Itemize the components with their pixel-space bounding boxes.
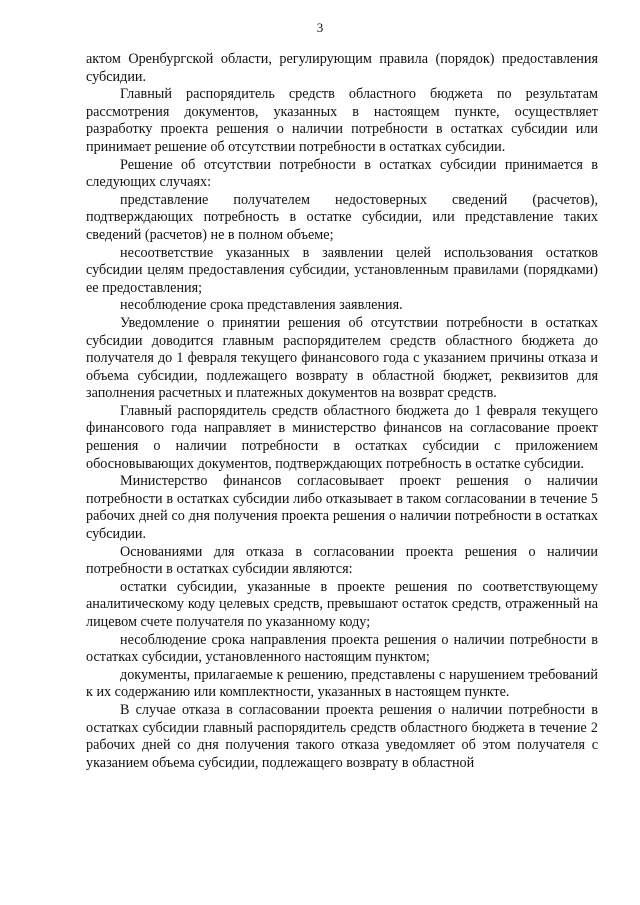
- paragraph: Решение об отсутствии потребности в остатках субсидии принимается в следующих случаях:: [86, 156, 598, 191]
- paragraph-continuation: актом Оренбургской области, регулирующим правила (порядок) предоставления субсидии.: [86, 51, 598, 85]
- paragraph: Основаниями для отказа в согласовании проекта решения о наличии потребности в остатках субсидии являются:: [86, 543, 598, 578]
- list-item: несоответствие указанных в заявлении целей использования остатков субсидии целям предоставления субсидии, установленным правилами (порядками) ее предоставления;: [86, 244, 598, 296]
- paragraph: Главный распорядитель средств областного бюджета по результатам рассмотрения документов, указанных в настоящем пункте, осуществляет разработку проекта решения о наличии потребности в остатках субсидии или принимает решение об отсутствии потребности в остатках субсидии.: [86, 86, 598, 155]
- paragraph: Уведомление о принятии решения об отсутствии потребности в остатках субсидии доводится главным распорядителем средств областного бюджета до получателя до 1 февраля текущего финансового года с указанием причины отказа и объема субсидии, подлежащего возврату в областной бюджет, реквизитов для заполнения расчетных и платежных документов на возврат средств.: [86, 314, 598, 402]
- paragraph: В случае отказа в согласовании проекта решения о наличии потребности в остатках субсидии главный распорядитель средств областного бюджета в течение 2 рабочих дней со дня получения такого отказа уведомляет об этом получателя с указанием объема субсидии, подлежащего возврату в областной: [86, 701, 598, 771]
- paragraph: Главный распорядитель средств областного бюджета до 1 февраля текущего финансового года направляет в министерство финансов на согласование проект решения о наличии потребности в остатках субсидии с приложением обосновывающих документов, подтверждающих потребность в остатке субсидии.: [86, 402, 598, 472]
- list-item: остатки субсидии, указанные в проекте решения по соответствующему аналитическому коду целевых средств, превышают остаток средств, отраженный на лицевом счете получателя по указанному коду;: [86, 578, 598, 630]
- document-body: [86, 51, 598, 772]
- page-number: 3: [316, 20, 324, 35]
- list-item: представление получателем недостоверных сведений (расчетов), подтверждающих потребность в остатке субсидии, или представление таких сведений (расчетов) не в полном объеме;: [86, 191, 598, 243]
- list-item: документы, прилагаемые к решению, представлены с нарушением требований к их содержанию или комплектности, указанных в настоящем пункте.: [86, 666, 598, 701]
- list-item: несоблюдение срока представления заявления.: [120, 297, 403, 314]
- paragraph: Министерство финансов согласовывает проект решения о наличии потребности в остатках субсидии либо отказывает в таком согласовании в течение 5 рабочих дней со дня получения проекта решения о наличии потребности в остатках субсидии.: [86, 473, 598, 543]
- list-item: несоблюдение срока направления проекта решения о наличии потребности в остатках субсидии, установленного настоящим пунктом;: [86, 631, 598, 666]
